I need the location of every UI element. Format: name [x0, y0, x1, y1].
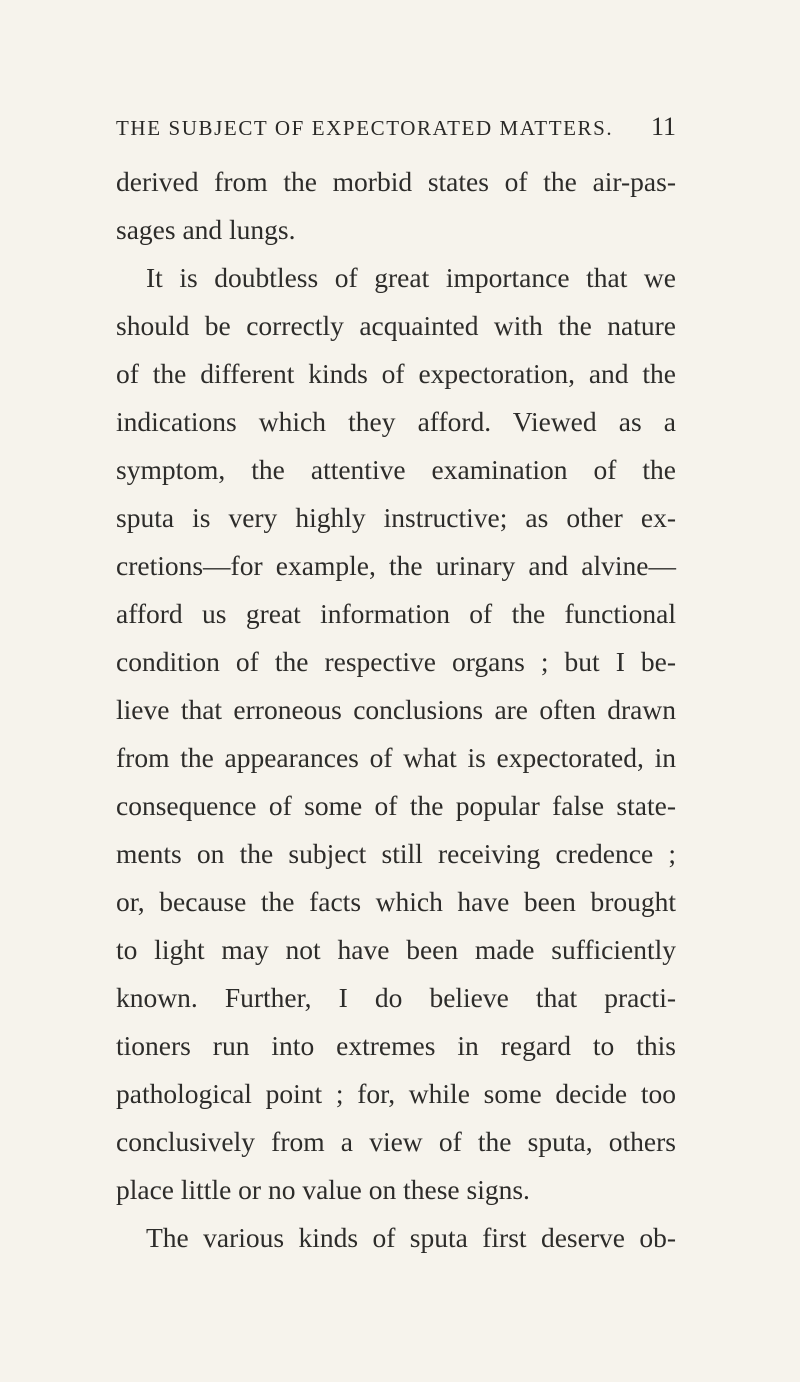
- body-line: pathological point ; for, while some decide too: [116, 1078, 676, 1109]
- body-line: place little or no value on these signs.: [116, 1174, 530, 1205]
- body-line: ments on the subject still receiving credence ;: [116, 838, 676, 869]
- body-line: or, because the facts which have been brought: [116, 886, 676, 917]
- body-line: sputa is very highly instructive; as other ex-: [116, 502, 676, 533]
- body-line: of the different kinds of expectoration, and the: [116, 358, 676, 389]
- running-head-title: THE SUBJECT OF EXPECTORATED MATTERS.: [116, 116, 614, 140]
- body-line: to light may not have been made sufficiently: [116, 934, 676, 965]
- body-line: cretions—for example, the urinary and alvine—: [116, 550, 676, 581]
- body-line: should be correctly acquainted with the nature: [116, 310, 676, 341]
- body-line: consequence of some of the popular false state-: [116, 790, 676, 821]
- body-line: It is doubtless of great importance that we: [146, 262, 676, 293]
- body-line: indications which they afford. Viewed as a: [116, 406, 676, 437]
- body-line: symptom, the attentive examination of the: [116, 454, 676, 485]
- body-line: derived from the morbid states of the air-pas-: [116, 166, 676, 197]
- body-line: lieve that erroneous conclusions are often drawn: [116, 694, 676, 725]
- body-line: sages and lungs.: [116, 214, 296, 245]
- body-line: condition of the respective organs ; but I be-: [116, 646, 676, 677]
- running-head: [116, 112, 676, 148]
- body-line: The various kinds of sputa first deserve ob-: [146, 1222, 676, 1253]
- page-number: 11: [650, 112, 676, 141]
- body-line: tioners run into extremes in regard to this: [116, 1030, 676, 1061]
- body-line: conclusively from a view of the sputa, others: [116, 1126, 676, 1157]
- body-line: known. Further, I do believe that practi-: [116, 982, 676, 1013]
- body-line: from the appearances of what is expectorated, in: [116, 742, 676, 773]
- body-line: afford us great information of the functional: [116, 598, 676, 629]
